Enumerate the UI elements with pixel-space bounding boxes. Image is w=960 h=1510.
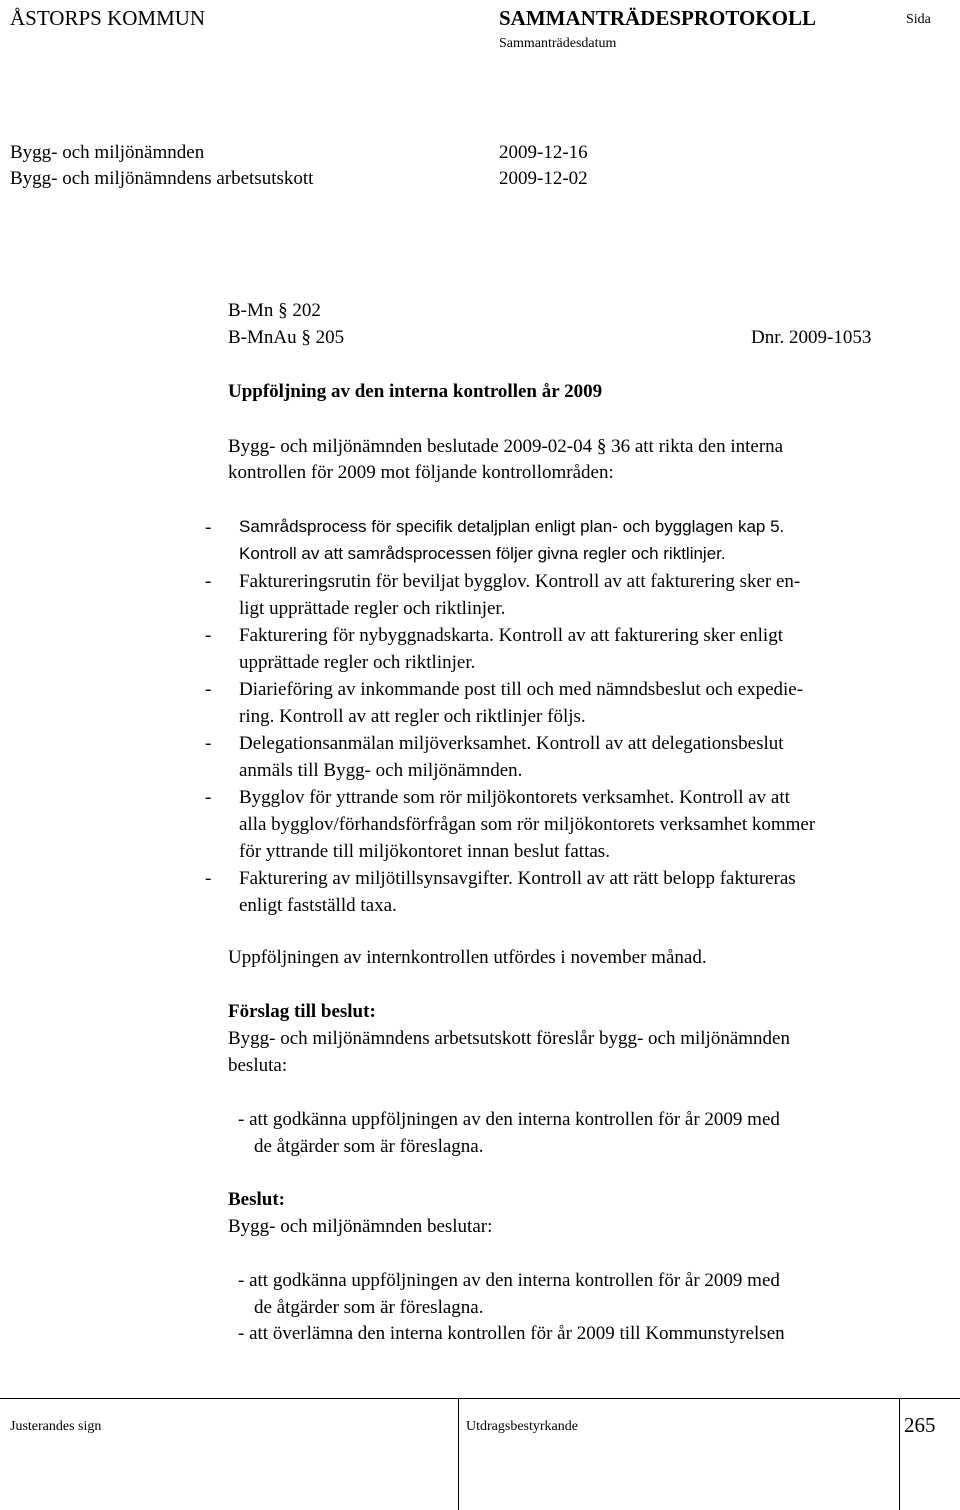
list-item-line: enligt fastställd taxa. (239, 895, 397, 916)
footer-rule (0, 1398, 960, 1399)
footer-divider-2 (899, 1398, 900, 1510)
followup-text: Uppföljningen av internkontrollen utfördes i november månad. (228, 947, 707, 968)
list-bullet: - (205, 625, 212, 646)
list-item-line: för yttrande till miljökontoret innan beslut fattas. (239, 841, 610, 862)
dnr: Dnr. 2009-1053 (751, 327, 872, 348)
list-item-line: upprättade regler och riktlinjer. (239, 652, 476, 673)
list-item-line: Faktureringsrutin för beviljat bygglov. Kontroll av att fakturering sker en- (239, 571, 801, 592)
decision-heading: Beslut: (228, 1189, 285, 1210)
list-bullet: - (205, 679, 212, 700)
list-item-line: anmäls till Bygg- och miljönämnden. (239, 760, 523, 781)
document-type: SAMMANTRÄDESPROTOKOLL (499, 6, 816, 30)
body-date-1: 2009-12-16 (499, 142, 588, 163)
list-bullet: - (205, 787, 212, 808)
list-item-line: ligt upprättade regler och riktlinjer. (239, 598, 506, 619)
list-item-line: Samrådsprocess för specifik detaljplan enligt plan- och bygglagen kap 5. (239, 517, 785, 536)
decision-point: - att överlämna den interna kontrollen för år 2009 till Kommunstyrelsen (238, 1323, 785, 1344)
intro-line-1: Bygg- och miljönämnden beslutade 2009-02-04 § 36 att rikta den interna (228, 436, 784, 457)
document-title: Uppföljning av den interna kontrollen år 2009 (228, 381, 603, 402)
list-bullet: - (205, 733, 212, 754)
ref-mn: B-Mn § 202 (228, 300, 321, 321)
list-item-line: Kontroll av att samrådsprocessen följer givna regler och riktlinjer. (239, 544, 726, 563)
proposal-line: besluta: (228, 1055, 288, 1076)
proposal-heading: Förslag till beslut: (228, 1001, 376, 1022)
intro-line-2: kontrollen för 2009 mot följande kontrollområden: (228, 462, 614, 483)
list-item-line: ring. Kontroll av att regler och riktlinjer följs. (239, 706, 586, 727)
page-label: Sida (906, 12, 931, 27)
proposal-point: de åtgärder som är föreslagna. (254, 1136, 484, 1157)
list-item-line: Bygglov för yttrande som rör miljökontorets verksamhet. Kontroll av att (239, 787, 790, 808)
list-bullet: - (205, 571, 212, 592)
page-number: 265 (904, 1413, 936, 1437)
decision-point: - att godkänna uppföljningen av den interna kontrollen för år 2009 med (238, 1270, 780, 1291)
list-item-line: Fakturering av miljötillsynsavgifter. Kontroll av att rätt belopp faktureras (239, 868, 796, 889)
proposal-line: Bygg- och miljönämndens arbetsutskott föreslår bygg- och miljönämnden (228, 1028, 790, 1049)
decision-point: de åtgärder som är föreslagna. (254, 1297, 484, 1318)
footer-divider-1 (458, 1398, 459, 1510)
extract-label: Utdragsbestyrkande (466, 1419, 578, 1434)
list-item-line: alla bygglov/förhandsförfrågan som rör miljökontorets verksamhet kommer (239, 814, 816, 835)
body-name-1: Bygg- och miljönämnden (10, 142, 205, 163)
municipality-name: ÅSTORPS KOMMUN (10, 6, 206, 30)
body-date-2: 2009-12-02 (499, 168, 588, 189)
signature-label: Justerandes sign (10, 1419, 102, 1434)
list-bullet: - (205, 517, 212, 538)
list-item-line: Diarieföring av inkommande post till och med nämndsbeslut och expedie- (239, 679, 804, 700)
list-item-line: Delegationsanmälan miljöverksamhet. Kontroll av att delegationsbeslut (239, 733, 784, 754)
body-name-2: Bygg- och miljönämndens arbetsutskott (10, 168, 314, 189)
decision-line: Bygg- och miljönämnden beslutar: (228, 1216, 493, 1237)
ref-mnau: B-MnAu § 205 (228, 327, 345, 348)
list-bullet: - (205, 868, 212, 889)
list-item-line: Fakturering för nybyggnadskarta. Kontroll av att fakturering sker enligt (239, 625, 783, 646)
proposal-point: - att godkänna uppföljningen av den interna kontrollen för år 2009 med (238, 1109, 780, 1130)
meeting-date-label: Sammanträdesdatum (499, 36, 617, 51)
